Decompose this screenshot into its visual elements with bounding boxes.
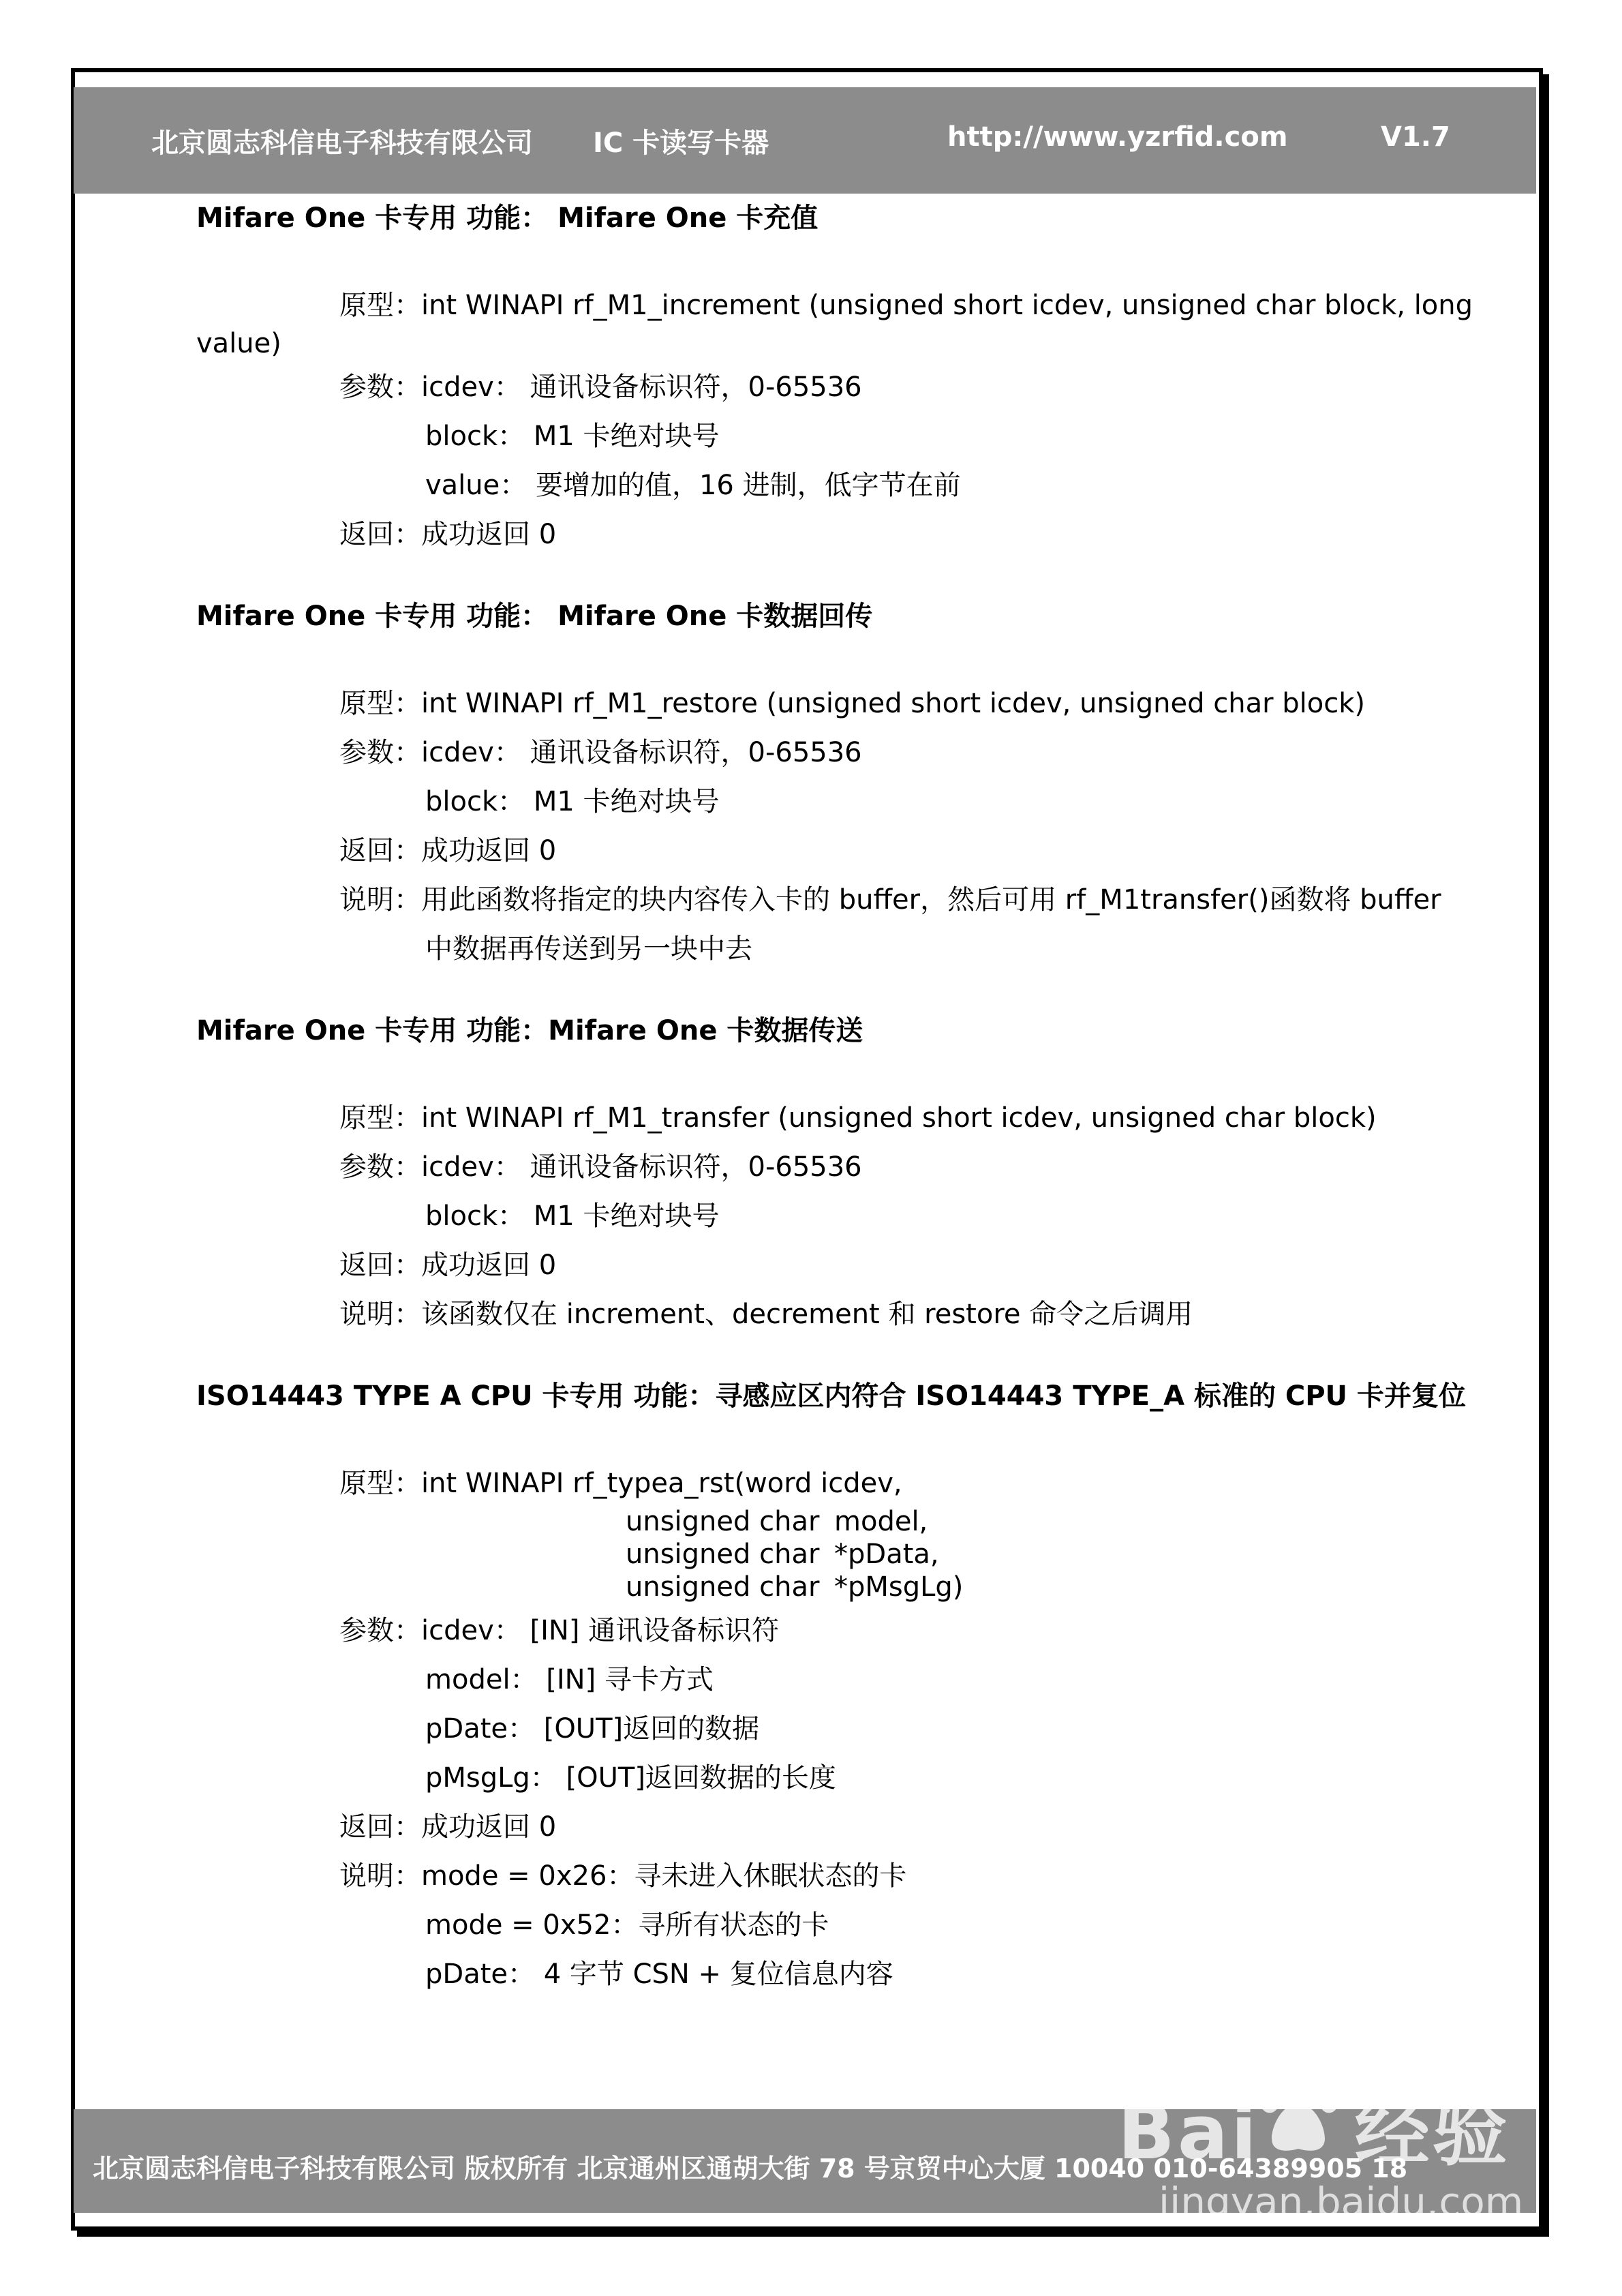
prototype-arg-name: model, — [834, 1506, 928, 1537]
note-line: 说明：该函数仅在 increment、decrement 和 restore 命令之后调用 — [339, 1299, 1193, 1330]
return-line: 返回：成功返回 0 — [339, 835, 557, 866]
note-line: 说明：用此函数将指定的块内容传入卡的 buffer，然后可用 rf_M1transfer()函数将 buffer — [339, 884, 1441, 916]
section-heading: Mifare One 卡专用 功能： Mifare One 卡充值 — [196, 202, 818, 234]
prototype-line: 原型：int WINAPI rf_typea_rst(word icdev, — [339, 1468, 902, 1499]
param-line: block： M1 卡绝对块号 — [425, 421, 720, 452]
note-line: 说明：mode = 0x26：寻未进入休眠状态的卡 — [339, 1860, 907, 1892]
watermark-brand-cn: 经验 — [1354, 2089, 1510, 2176]
prototype-arg-type: unsigned char — [626, 1539, 820, 1570]
prototype-arg-type: unsigned char — [626, 1571, 820, 1603]
page-header — [74, 87, 1536, 194]
prototype-line: value) — [196, 328, 281, 359]
section-heading: ISO14443 TYPE A CPU 卡专用 功能：寻感应区内符合 ISO14443 TYPE_A 标准的 CPU 卡并复位 — [196, 1380, 1466, 1412]
param-line: model： [IN] 寻卡方式 — [425, 1664, 714, 1695]
prototype-arg-name: *pData, — [834, 1539, 939, 1570]
footer-text: 北京圆志科信电子科技有限公司 版权所有 北京通州区通胡大街 78 号京贸中心大厦 10040 010-64389905 18 — [93, 2154, 1408, 2184]
param-line: pDate： [OUT]返回的数据 — [425, 1713, 760, 1744]
note-line: 中数据再传送到另一块中去 — [425, 933, 752, 965]
param-line: block： M1 卡绝对块号 — [425, 786, 720, 817]
header-version: V1.7 — [1381, 121, 1450, 153]
section-heading: Mifare One 卡专用 功能：Mifare One 卡数据传送 — [196, 1015, 863, 1046]
header-url[interactable]: http://www.yzrfid.com — [947, 121, 1288, 153]
return-line: 返回：成功返回 0 — [339, 1811, 557, 1843]
prototype-line: 原型：int WINAPI rf_M1_increment (unsigned short icdev, unsigned char block, long — [339, 290, 1473, 321]
baidu-paw-icon — [1247, 2059, 1349, 2161]
note-line: mode = 0x52：寻所有状态的卡 — [425, 1909, 829, 1941]
return-line: 返回：成功返回 0 — [339, 1250, 557, 1281]
header-company: 北京圆志科信电子科技有限公司 — [151, 127, 533, 159]
watermark-url: jingyan.baidu.com — [1159, 2179, 1524, 2225]
prototype-line: 原型：int WINAPI rf_M1_restore (unsigned short icdev, unsigned char block) — [339, 688, 1365, 719]
note-line: pDate： 4 字节 CSN + 复位信息内容 — [425, 1959, 893, 1990]
param-line: 参数：icdev： 通讯设备标识符，0-65536 — [339, 1151, 862, 1183]
header-product: IC 卡读写卡器 — [593, 127, 769, 159]
param-line: 参数：icdev： [IN] 通讯设备标识符 — [339, 1615, 780, 1646]
watermark-brand-text: Bai — [1118, 2089, 1259, 2176]
return-line: 返回：成功返回 0 — [339, 519, 557, 550]
param-line: 参数：icdev： 通讯设备标识符，0-65536 — [339, 372, 862, 403]
prototype-arg-type: unsigned char — [626, 1506, 820, 1537]
param-line: block： M1 卡绝对块号 — [425, 1200, 720, 1232]
param-line: 参数：icdev： 通讯设备标识符，0-65536 — [339, 737, 862, 768]
prototype-line: 原型：int WINAPI rf_M1_transfer (unsigned short icdev, unsigned char block) — [339, 1102, 1377, 1134]
param-line: pMsgLg： [OUT]返回数据的长度 — [425, 1762, 836, 1794]
param-line: value： 要增加的值，16 进制，低字节在前 — [425, 470, 961, 501]
section-heading: Mifare One 卡专用 功能： Mifare One 卡数据回传 — [196, 601, 873, 632]
prototype-arg-name: *pMsgLg) — [834, 1571, 964, 1603]
